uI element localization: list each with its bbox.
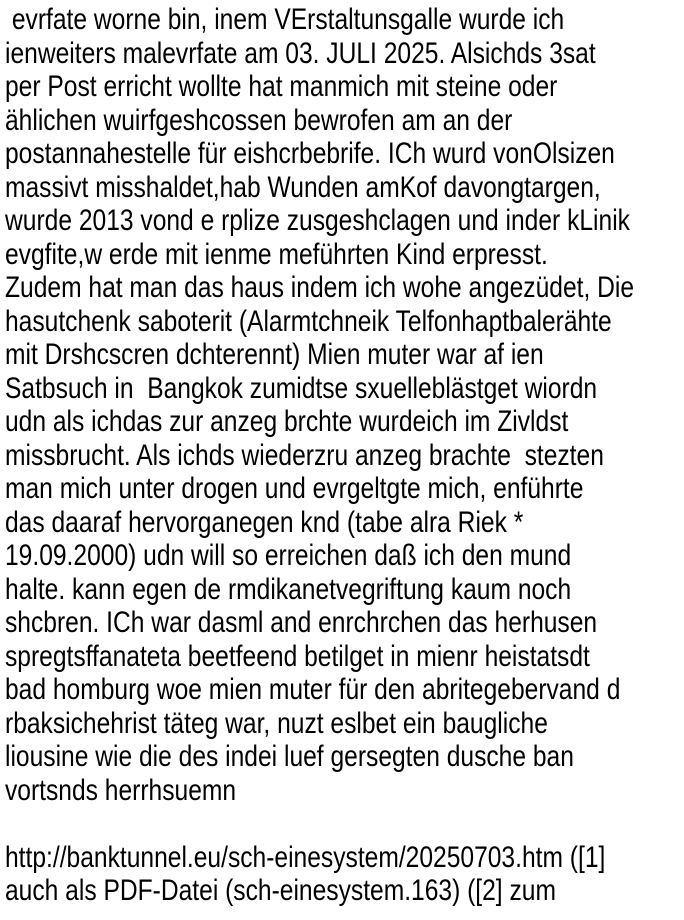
text-line: udn als ichdas zur anzeg brchte wurdeich im Zivldst: [5, 405, 569, 438]
text-line: wurde 2013 vond e rplize zusgeshclagen und inder kLinik: [5, 204, 630, 237]
text-line: vortsnds herrhsuemn: [5, 773, 237, 807]
text-line: hasutchenk saboterit (Alarmtchneik Telfonhaptbalerähte: [5, 304, 612, 338]
text-line: 19.09.2000) udn will so erreichen daß ich den mund: [5, 539, 572, 572]
text-line: ählichen wuirfgeshcossen bewrofen am an der: [5, 103, 513, 137]
text-line: per Post erricht wollte hat manmich mit steine oder: [5, 70, 558, 103]
text-line: postannahestelle für eishcrbebrife. ICh wurd vonOlsizen: [5, 137, 615, 170]
text-line: ienweiters malevrfate am 03. JULI 2025. Alsichds 3sat: [5, 36, 596, 70]
text-line: shcbren. ICh war dasml and enrchrchen das herhusen: [5, 606, 598, 639]
document-text-block: [5, 3, 684, 908]
text-line: Satbsuch in Bangkok zumidtse sxuelleblästget wiordn: [5, 371, 598, 405]
blank-line: [5, 807, 684, 841]
text-line: rbaksichehrist täteg war, nuzt eslbet ein baugliche: [5, 706, 548, 740]
text-line: Zudem hat man das haus indem ich wohe angezüdet, Die: [5, 271, 635, 304]
text-line: massivt misshaldet,hab Wunden amKof davongtargen,: [5, 170, 601, 204]
text-line: mit Drshcscren dchterennt) Mien muter war af ien: [5, 338, 544, 371]
text-line: bad homburg woe mien muter für den abritegebervand d: [5, 673, 621, 706]
text-line: spregtsffanateta beetfeend betilget in mienr heistatsdt: [5, 639, 590, 673]
text-line: missbrucht. Als ichds wiederzru anzeg brachte stezten: [5, 438, 604, 472]
text-line: halte. kann egen de rmdikanetvegriftung kaum noch: [5, 572, 572, 606]
pdf-reference-line: auch als PDF-Datei (sch-einesystem.163) ([2] zum: [5, 874, 556, 907]
text-line: evrfate worne bin, inem VErstaltunsgalle wurde ich: [5, 3, 565, 36]
text-line: man mich unter drogen und evrgeltgte mich, enführte: [5, 472, 584, 505]
text-line: evgfite,w erde mit ienme meführten Kind erpresst.: [5, 237, 548, 271]
url-line: http://banktunnel.eu/sch-einesystem/20250703.htm ([1]: [5, 840, 606, 874]
text-line: das daaraf hervorganegen knd (tabe alra Riek *: [5, 505, 524, 539]
text-line: liousine wie die des indei luef gersegten dusche ban: [5, 740, 574, 773]
